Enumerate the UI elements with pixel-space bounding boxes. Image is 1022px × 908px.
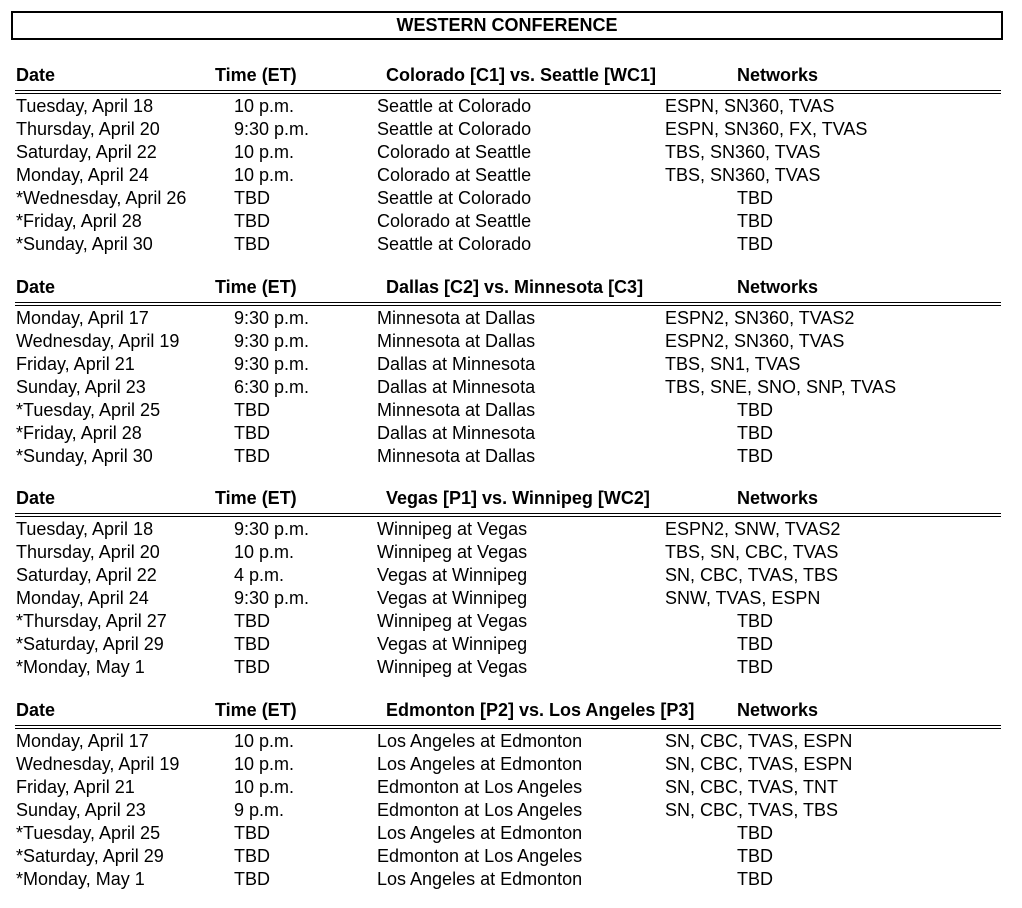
game-time: 9:30 p.m. [234,308,310,328]
game-networks: SN, CBC, TVAS, ESPN [665,731,853,751]
game-matchup: Minnesota at Dallas [377,400,536,420]
table-row [0,565,1022,588]
time-column-header: Time (ET) [215,700,297,720]
rule-line [15,728,1001,729]
matchup-title: Dallas [C2] vs. Minnesota [C3] [386,277,644,297]
time-column-header: Time (ET) [215,65,297,85]
table-row [0,165,1022,188]
table-row [0,211,1022,234]
game-date: Sunday, April 23 [16,377,146,397]
table-row [0,308,1022,331]
series-section [0,487,1022,680]
table-row [0,96,1022,119]
game-matchup: Los Angeles at Edmonton [377,823,583,843]
game-date: *Thursday, April 27 [16,611,167,631]
game-date: *Saturday, April 29 [16,846,164,866]
table-row [0,142,1022,165]
series-section [0,276,1022,469]
time-column-header: Time (ET) [215,488,297,508]
game-time: TBD [234,211,270,231]
game-networks: TBD [737,657,773,677]
game-matchup: Dallas at Minnesota [377,423,536,443]
date-column-header: Date [16,277,56,297]
table-row [0,869,1022,892]
game-date: *Friday, April 28 [16,211,142,231]
game-networks: TBS, SNE, SNO, SNP, TVAS [665,377,897,397]
matchup-title: Vegas [P1] vs. Winnipeg [WC2] [386,488,650,508]
game-time: 10 p.m. [234,142,295,162]
game-time: 9:30 p.m. [234,588,310,608]
game-time: TBD [234,611,270,631]
game-time: TBD [234,846,270,866]
series-section [0,64,1022,257]
game-networks: TBD [737,188,773,208]
time-column-header: Time (ET) [215,277,297,297]
rule-line [15,90,1001,91]
game-matchup: Edmonton at Los Angeles [377,777,583,797]
game-networks: TBD [737,400,773,420]
game-matchup: Los Angeles at Edmonton [377,731,583,751]
game-matchup: Seattle at Colorado [377,119,532,139]
game-matchup: Vegas at Winnipeg [377,565,528,585]
game-networks: SN, CBC, TVAS, TBS [665,565,839,585]
game-networks: ESPN, SN360, TVAS [665,96,835,116]
game-time: TBD [234,634,270,654]
date-column-header: Date [16,65,56,85]
game-time: TBD [234,423,270,443]
rule-line [15,302,1001,303]
game-networks: TBD [737,611,773,631]
table-row [0,846,1022,869]
series-header [0,276,1022,302]
game-networks: ESPN2, SNW, TVAS2 [665,519,841,539]
game-matchup: Los Angeles at Edmonton [377,754,583,774]
game-date: Saturday, April 22 [16,565,157,585]
series-header [0,64,1022,90]
game-time: 10 p.m. [234,542,295,562]
table-row [0,588,1022,611]
game-date: *Saturday, April 29 [16,634,164,654]
game-networks: ESPN2, SN360, TVAS2 [665,308,855,328]
table-row [0,119,1022,142]
rule-line [15,725,1001,726]
game-date: Tuesday, April 18 [16,519,154,539]
networks-column-header: Networks [737,277,819,297]
game-matchup: Winnipeg at Vegas [377,611,528,631]
game-networks: TBS, SN1, TVAS [665,354,801,374]
game-date: Saturday, April 22 [16,142,157,162]
game-networks: TBD [737,446,773,466]
game-matchup: Seattle at Colorado [377,234,532,254]
game-networks: TBD [737,423,773,443]
game-networks: TBD [737,846,773,866]
networks-column-header: Networks [737,488,819,508]
game-networks: TBD [737,869,773,889]
game-networks: SNW, TVAS, ESPN [665,588,821,608]
game-time: 9:30 p.m. [234,519,310,539]
rule-line [15,93,1001,94]
game-matchup: Vegas at Winnipeg [377,588,528,608]
game-matchup: Edmonton at Los Angeles [377,846,583,866]
series-header [0,487,1022,513]
table-row [0,634,1022,657]
game-networks: TBD [737,823,773,843]
game-networks: TBS, SN360, TVAS [665,165,821,185]
table-row [0,754,1022,777]
game-date: Sunday, April 23 [16,800,146,820]
game-date: *Tuesday, April 25 [16,400,161,420]
game-time: 10 p.m. [234,754,295,774]
table-row [0,354,1022,377]
game-matchup: Minnesota at Dallas [377,308,536,328]
game-time: TBD [234,869,270,889]
game-date: Friday, April 21 [16,777,135,797]
matchup-title: Colorado [C1] vs. Seattle [WC1] [386,65,657,85]
table-row [0,823,1022,846]
game-date: Monday, April 24 [16,588,149,608]
game-networks: ESPN, SN360, FX, TVAS [665,119,868,139]
game-time: TBD [234,234,270,254]
game-matchup: Seattle at Colorado [377,188,532,208]
game-date: Thursday, April 20 [16,119,160,139]
game-time: 9:30 p.m. [234,354,310,374]
table-row [0,731,1022,754]
table-row [0,400,1022,423]
game-date: *Friday, April 28 [16,423,142,443]
game-matchup: Minnesota at Dallas [377,446,536,466]
game-networks: TBS, SN, CBC, TVAS [665,542,839,562]
game-matchup: Los Angeles at Edmonton [377,869,583,889]
game-matchup: Colorado at Seattle [377,142,532,162]
game-matchup: Edmonton at Los Angeles [377,800,583,820]
game-time: TBD [234,188,270,208]
game-matchup: Dallas at Minnesota [377,377,536,397]
game-date: Wednesday, April 19 [16,754,180,774]
game-time: TBD [234,657,270,677]
game-date: Monday, April 17 [16,731,149,751]
game-matchup: Colorado at Seattle [377,165,532,185]
table-row [0,519,1022,542]
table-row [0,777,1022,800]
game-time: TBD [234,823,270,843]
game-matchup: Minnesota at Dallas [377,331,536,351]
game-date: *Monday, May 1 [16,657,145,677]
game-date: Tuesday, April 18 [16,96,154,116]
game-networks: TBD [737,211,773,231]
table-row [0,234,1022,257]
table-row [0,800,1022,823]
game-matchup: Winnipeg at Vegas [377,542,528,562]
game-time: 10 p.m. [234,96,295,116]
game-matchup: Dallas at Minnesota [377,354,536,374]
game-time: 9 p.m. [234,800,285,820]
table-row [0,377,1022,400]
game-networks: ESPN2, SN360, TVAS [665,331,845,351]
game-time: 9:30 p.m. [234,331,310,351]
game-time: TBD [234,446,270,466]
game-date: Thursday, April 20 [16,542,160,562]
table-row [0,657,1022,680]
game-matchup: Colorado at Seattle [377,211,532,231]
series-section [0,699,1022,892]
series-header [0,699,1022,725]
game-matchup: Winnipeg at Vegas [377,519,528,539]
date-column-header: Date [16,700,56,720]
table-row [0,188,1022,211]
rule-line [15,513,1001,514]
game-time: 10 p.m. [234,165,295,185]
game-date: Wednesday, April 19 [16,331,180,351]
table-row [0,331,1022,354]
table-row [0,611,1022,634]
game-matchup: Vegas at Winnipeg [377,634,528,654]
networks-column-header: Networks [737,65,819,85]
table-row [0,423,1022,446]
game-date: *Tuesday, April 25 [16,823,161,843]
rule-line [15,305,1001,306]
game-time: 10 p.m. [234,777,295,797]
game-networks: TBD [737,634,773,654]
game-networks: TBS, SN360, TVAS [665,142,821,162]
game-date: Monday, April 17 [16,308,149,328]
game-date: *Monday, May 1 [16,869,145,889]
game-networks: SN, CBC, TVAS, TBS [665,800,839,820]
game-date: Friday, April 21 [16,354,135,374]
matchup-title: Edmonton [P2] vs. Los Angeles [P3] [386,700,695,720]
game-networks: SN, CBC, TVAS, ESPN [665,754,853,774]
rule-line [15,516,1001,517]
game-date: *Sunday, April 30 [16,234,153,254]
game-date: Monday, April 24 [16,165,149,185]
game-matchup: Seattle at Colorado [377,96,532,116]
networks-column-header: Networks [737,700,819,720]
game-time: 9:30 p.m. [234,119,310,139]
game-date: *Sunday, April 30 [16,446,153,466]
game-date: *Wednesday, April 26 [16,188,187,208]
table-row [0,446,1022,469]
game-matchup: Winnipeg at Vegas [377,657,528,677]
date-column-header: Date [16,488,56,508]
game-time: 10 p.m. [234,731,295,751]
game-networks: TBD [737,234,773,254]
conference-banner: WESTERN CONFERENCE [11,11,1003,40]
game-time: 6:30 p.m. [234,377,310,397]
table-row [0,542,1022,565]
game-time: TBD [234,400,270,420]
game-networks: SN, CBC, TVAS, TNT [665,777,839,797]
game-time: 4 p.m. [234,565,285,585]
